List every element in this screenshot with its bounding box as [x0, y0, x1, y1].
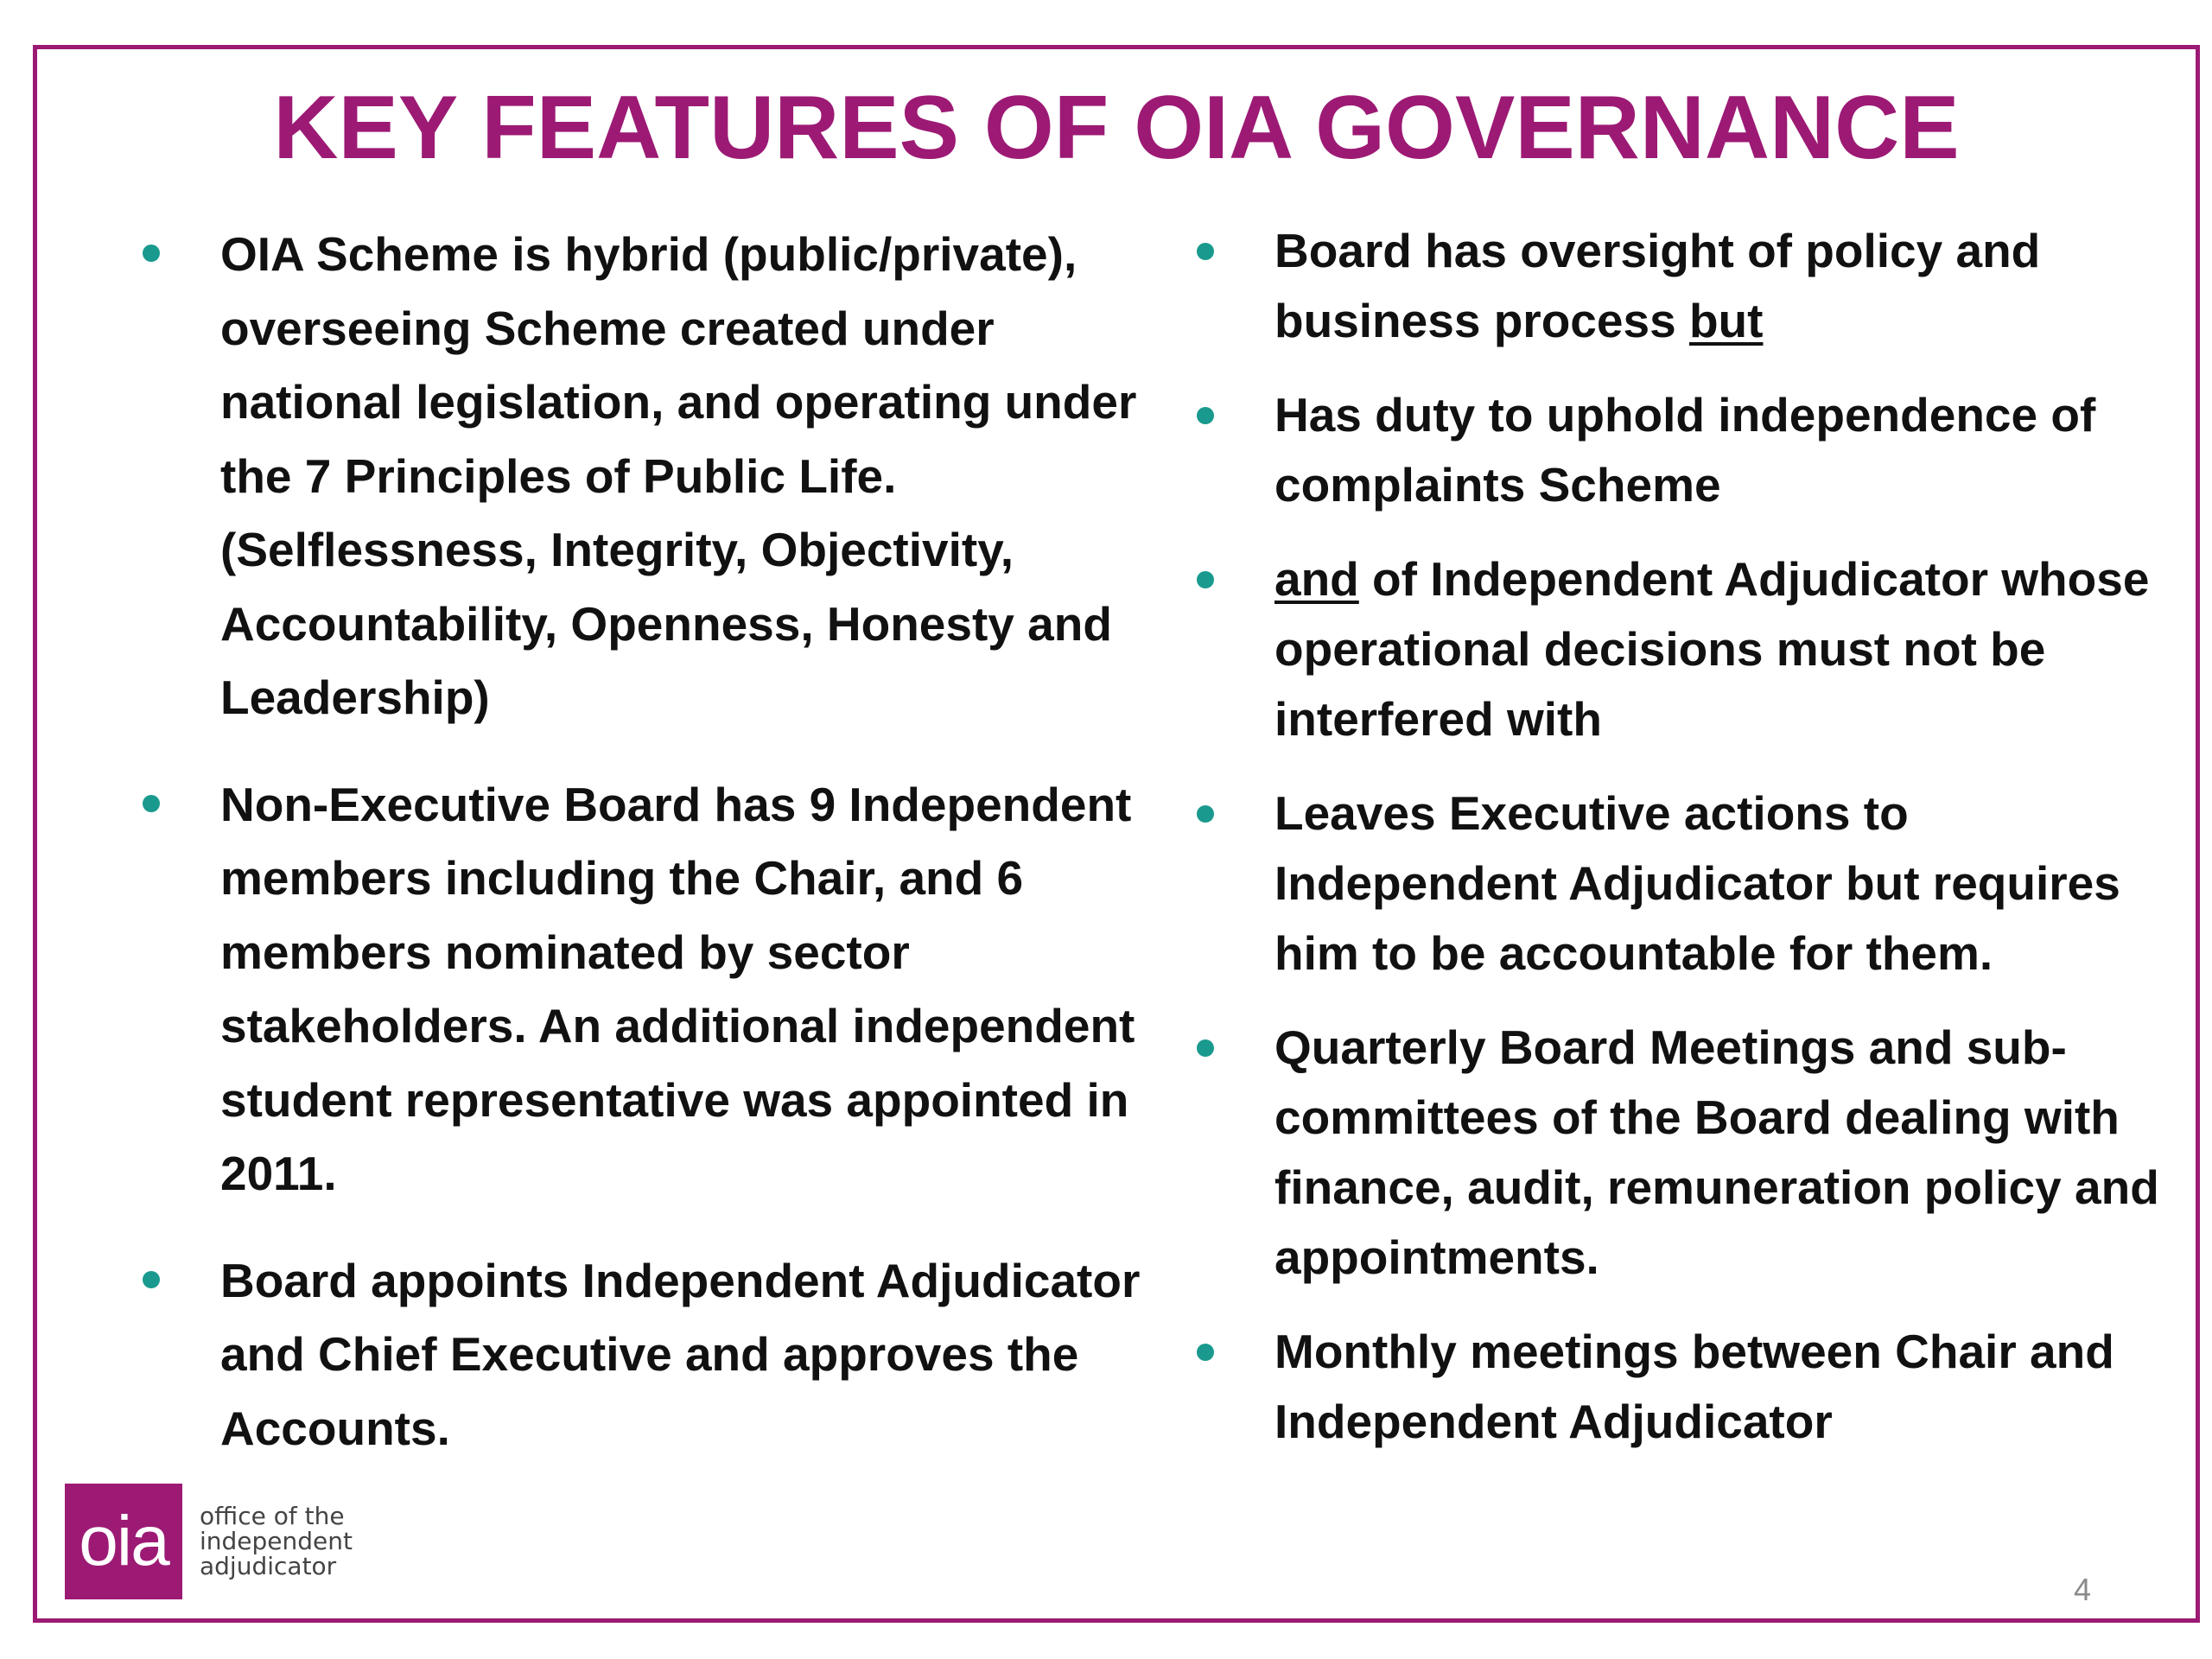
- bullet-dot-icon: [143, 245, 160, 262]
- logo-line: adjudicator: [200, 1552, 337, 1580]
- bullet-dot-icon: [1197, 407, 1214, 424]
- bullet-text: Quarterly Board Meetings and sub-committees of the Board dealing with finance, audit, remuneration policy and appointments.: [1274, 1020, 2159, 1284]
- bullet-text: Board has oversight of policy and business process: [1274, 224, 2041, 347]
- left-bullet-list: [138, 218, 1158, 1465]
- logo-wordmark: [200, 1503, 353, 1579]
- logo-line: office of the: [200, 1502, 345, 1530]
- bullet-text: OIA Scheme is hybrid (public/private), overseeing Scheme created under national legislation, and operating under the 7 Principles of Public Life. (Selflessness, Integrity, Objectivity, Accountability, Openness, Honesty and Leadership): [220, 227, 1137, 724]
- bullet-dot-icon: [1197, 1344, 1214, 1361]
- slide-title: KEY FEATURES OF OIA GOVERNANCE: [273, 78, 1960, 178]
- bullet-item: [1192, 1013, 2160, 1293]
- bullet-text: Monthly meetings between Chair and Independent Adjudicator: [1274, 1325, 2114, 1448]
- bullet-item: [1192, 380, 2160, 520]
- underlined-word: and: [1274, 552, 1359, 606]
- bullet-dot-icon: [143, 795, 160, 812]
- bullet-dot-icon: [1197, 1039, 1214, 1057]
- underlined-word: but: [1688, 294, 1764, 347]
- oia-logo-icon: [65, 1484, 182, 1599]
- bullet-text: Board appoints Independent Adjudicator and Chief Executive and approves the Accounts.: [220, 1253, 1141, 1455]
- bullet-text: Non-Executive Board has 9 Independent members including the Chair, and 6 members nominated by sector stakeholders. An additional independent student representative was appointed in 2011.: [220, 777, 1135, 1200]
- bullet-dot-icon: [1197, 571, 1214, 588]
- bullet-text: Has duty to uphold independence of complaints Scheme: [1274, 388, 2096, 512]
- logo-line: independent: [200, 1527, 353, 1555]
- bullet-item: [138, 768, 1158, 1211]
- bullet-dot-icon: [1197, 243, 1214, 260]
- bullet-item: [1192, 1317, 2160, 1457]
- logo-mark: oia: [79, 1502, 168, 1580]
- bullet-item: [138, 1244, 1158, 1466]
- bullet-item: [138, 218, 1158, 735]
- bullet-item: [1192, 216, 2160, 356]
- bullet-text: Leaves Executive actions to Independent Adjudicator but requires him to be accountable for them.: [1274, 786, 2120, 980]
- bullet-item: [1192, 544, 2160, 754]
- right-bullet-list: [1192, 216, 2160, 1457]
- bullet-dot-icon: [143, 1271, 160, 1288]
- bullet-text: of Independent Adjudicator whose operational decisions must not be interfered with: [1274, 552, 2150, 746]
- page-number: 4: [2073, 1572, 2092, 1607]
- bullet-item: [1192, 779, 2160, 988]
- bullet-dot-icon: [1197, 805, 1214, 823]
